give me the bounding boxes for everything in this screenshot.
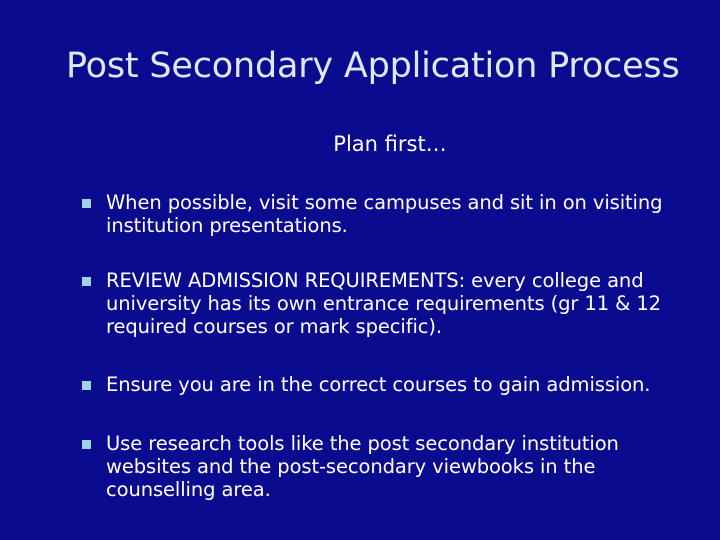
slide-subtitle: Plan first… <box>333 132 447 156</box>
square-bullet-icon <box>82 381 91 390</box>
square-bullet-icon <box>82 277 91 286</box>
bullet-text: Ensure you are in the correct courses to gain admission. <box>106 373 651 396</box>
bullet-item-correct-courses <box>82 373 708 396</box>
slide-title: Post Secondary Application Process <box>66 46 680 86</box>
bullet-text: When possible, visit some campuses and sit in on visiting institution presentations. <box>106 191 663 237</box>
bullet-text: Use research tools like the post secondary institution websites and the post-secondary viewbooks in the counselling area. <box>106 432 619 501</box>
bullet-item-admission-requirements <box>82 269 708 338</box>
bullet-text: REVIEW ADMISSION REQUIREMENTS: every college and university has its own entrance requirements (gr 11 & 12 required courses or mark specific). <box>106 269 661 338</box>
bullet-item-research-tools <box>82 432 708 501</box>
square-bullet-icon <box>82 199 91 208</box>
square-bullet-icon <box>82 440 91 449</box>
bullet-item-campus-visits <box>82 191 708 237</box>
